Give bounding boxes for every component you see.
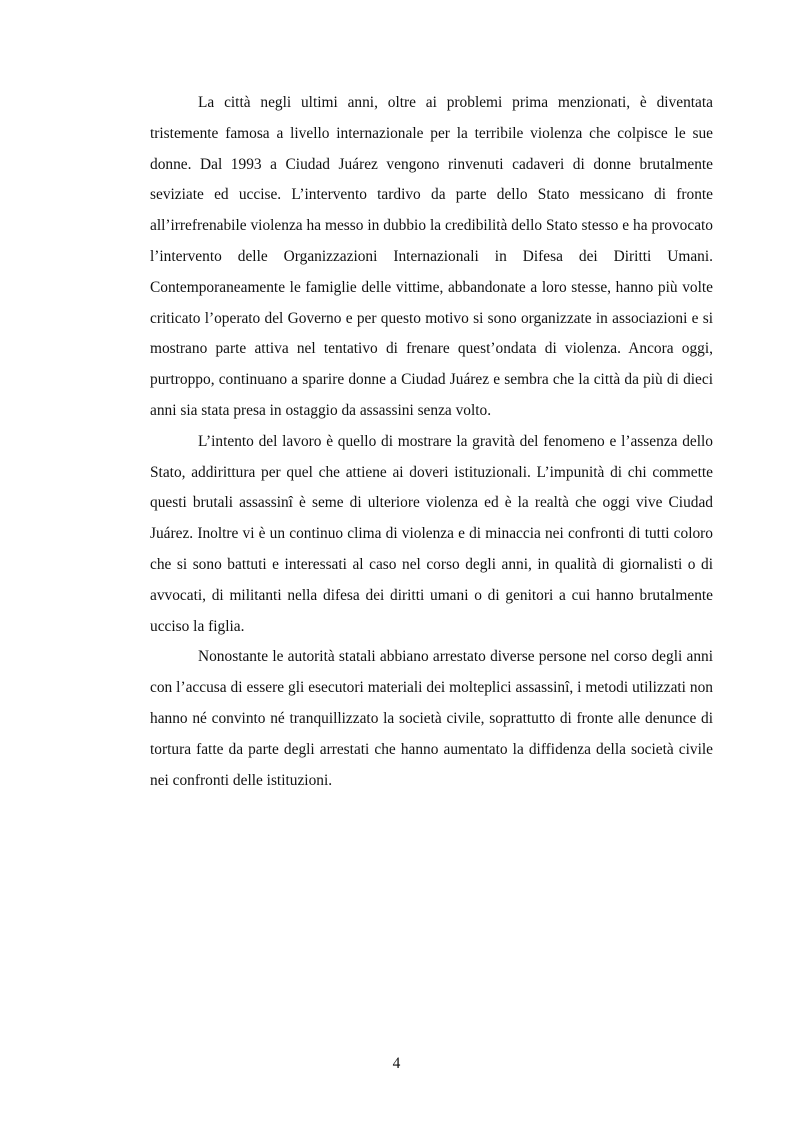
paragraph-2: L’intento del lavoro è quello di mostrare la gravità del fenomeno e l’assenza dello Stato, addirittura per quel che attiene ai doveri istituzionali. L’impunità di chi commette questi brutali assassinî è seme di ulteriore violenza ed è la realtà che oggi vive Ciudad Juárez. Inoltre vi è un continuo clima di violenza e di minaccia nei confronti di tutti coloro che si sono battuti e interessati al caso nel corso degli anni, in qualità di giornalisti o di avvocati, di militanti nella difesa dei diritti umani o di genitori a cui hanno brutalmente ucciso la figlia.	[150, 432, 713, 635]
paragraph-1: La città negli ultimi anni, oltre ai problemi prima menzionati, è diventata tristemente famosa a livello internazionale per la terribile violenza che colpisce le sue donne. Dal 1993 a Ciudad Juárez vengono rinvenuti cadaveri di donne brutalmente seviziate ed uccise. L’intervento tardivo da parte dello Stato messicano di fronte all’irrefrenabile violenza ha messo in dubbio la credibilità dello Stato stesso e ha provocato l’intervento delle Organizzazioni Internazionali in Difesa dei Diritti Umani. Contemporaneamente le famiglie delle vittime, abbandonate a loro stesse, hanno più volte criticato l’operato del Governo e per questo motivo si sono organizzate in associazioni e si mostrano parte attiva nel tentativo di frenare quest’ondata di violenza. Ancora oggi, purtroppo, continuano a sparire donne a Ciudad Juárez e sembra che la città da più di dieci anni sia stata presa in ostaggio da assassini senza volto.	[150, 94, 713, 419]
paragraph-3: Nonostante le autorità statali abbiano arrestato diverse persone nel corso degli anni con l’accusa di essere gli esecutori materiali dei molteplici assassinî, i metodi utilizzati non hanno né convinto né tranquillizzato la società civile, soprattutto di fronte alle denunce di tortura fatte da parte degli arrestati che hanno aumentato la diffidenza della società civile nei confronti delle istituzioni.	[150, 648, 713, 789]
page-number: 4	[392, 1055, 401, 1072]
body-text	[150, 88, 713, 796]
